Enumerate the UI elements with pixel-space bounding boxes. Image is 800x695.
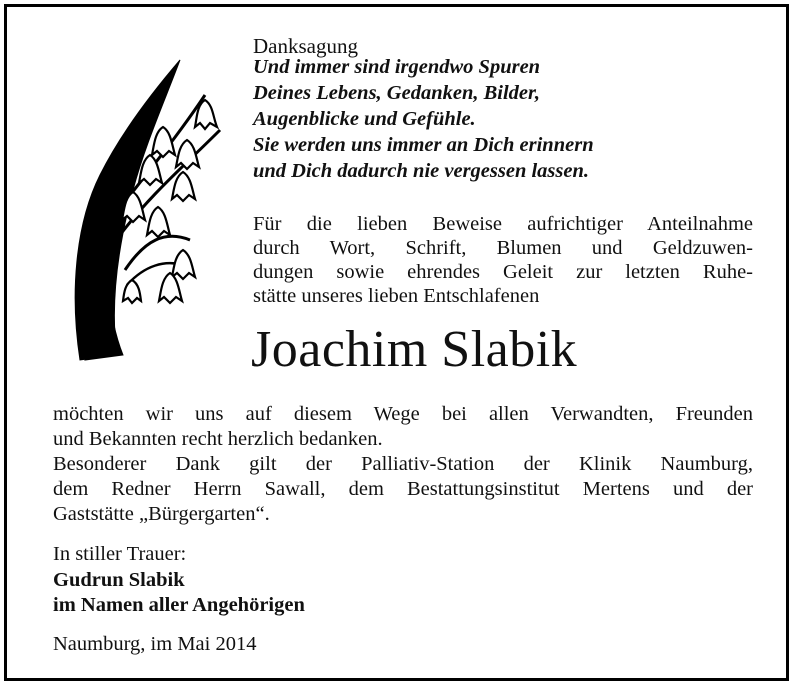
body-line: Gaststätte „Bürgergarten“. — [53, 503, 270, 525]
lily-of-the-valley-icon — [55, 55, 240, 365]
poem-line: Deines Lebens, Gedanken, Bilder, — [253, 82, 540, 104]
thanks-line: stätte unseres lieben Entschlafenen — [253, 285, 540, 307]
signature-name: Gudrun Slabik — [53, 569, 185, 591]
heading: Danksagung — [253, 34, 358, 58]
poem-line: Sie werden uns immer an Dich erinnern — [253, 134, 594, 156]
thanks-paragraph — [253, 212, 753, 308]
body-line: und Bekannten recht herzlich bedanken. — [53, 428, 383, 450]
signature-family: im Namen aller Angehörigen — [53, 594, 305, 616]
signature — [53, 568, 305, 618]
poem-line: und Dich dadurch nie vergessen lassen. — [253, 160, 590, 182]
deceased-name: Joachim Slabik — [251, 321, 578, 378]
body-line: dem Redner Herrn Sawall, dem Bestattungsinstitut Mertens und der — [53, 478, 753, 500]
mourning-line: In stiller Trauer: — [53, 543, 187, 565]
poem-line: Und immer sind irgendwo Spuren — [253, 56, 541, 78]
poem-line: Augenblicke und Gefühle. — [253, 108, 476, 130]
thanks-line: dungen sowie ehrendes Geleit zur letzten Ruhe- — [253, 261, 753, 283]
body-paragraph — [53, 402, 753, 527]
body-line: möchten wir uns auf diesem Wege bei allen Verwandten, Freunden — [53, 403, 753, 425]
thanks-line: durch Wort, Schrift, Blumen und Geldzuwen- — [253, 237, 753, 259]
place-date: Naumburg, im Mai 2014 — [53, 633, 257, 655]
poem — [253, 54, 594, 184]
thanks-line: Für die lieben Beweise aufrichtiger Anteilnahme — [253, 213, 753, 235]
body-line: Besonderer Dank gilt der Palliativ-Station der Klinik Naumburg, — [53, 453, 753, 475]
